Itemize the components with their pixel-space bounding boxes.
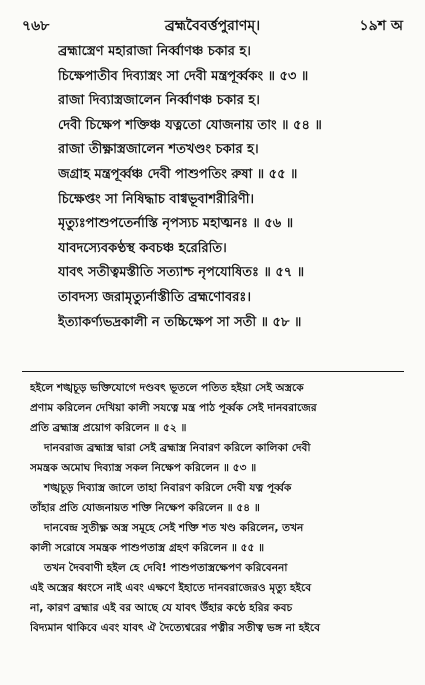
page-number: ৭৬৮ bbox=[22, 18, 50, 34]
translation-paragraph bbox=[30, 518, 405, 558]
verse-line: রাজা তীক্ষ্ণাস্ত্রজালেন শতখণ্ডং চকার হ। bbox=[58, 142, 259, 158]
verse-line: চিক্ষেপাতীব দিব্যাস্ত্রং সা দেবী মন্ত্রপূর্ব্বকং ॥ ৫৩ ॥ bbox=[58, 68, 309, 84]
paragraph-line: দানবরাজ ব্রহ্মাস্ত্র দ্বারা সেই ব্রহ্মাস্ত্র নিবারণ করিলে কালিকা দেবী bbox=[44, 442, 311, 454]
section-divider bbox=[22, 371, 404, 372]
running-title: ব্রহ্মবৈবর্ত্তপুরাণম্। bbox=[164, 18, 261, 34]
verse-line: রাজা দিব্যাস্ত্রজালেন নির্ব্বাণঞ্চ চকার হ। bbox=[58, 93, 260, 109]
paragraph-line: না, কারণ ব্রহ্মার এই বর আছে যে যাবৎ উঁহার কণ্ঠে হরির কবচ bbox=[30, 602, 293, 614]
translation-paragraph bbox=[30, 378, 405, 438]
translation-paragraph bbox=[30, 558, 405, 638]
bengali-translation bbox=[30, 378, 405, 638]
paragraph-line: শঙ্খচূড় দিব্যাস্ত্র জালে তাহা নিবারণ করিলে দেবী যত্ন পূর্ব্বক bbox=[44, 482, 292, 494]
paragraph-line: কালী সরোষে সমন্ত্রক পাশুপতাস্ত্র গ্রহণ করিলেন ॥ ৫৫ ॥ bbox=[30, 542, 265, 554]
translation-paragraph bbox=[30, 438, 405, 478]
verse-line: ব্রহ্মাস্ত্রেণ মহারাজা নির্ব্বাণঞ্চ চকার হ। bbox=[58, 44, 251, 59]
page-header bbox=[22, 12, 403, 34]
paragraph-line: বিদ্যমান থাকিবে এবং যাবৎ ঐ দৈত্যেশ্বরের পত্নীর সতীত্ব ভঙ্গ না হইবে bbox=[30, 622, 320, 634]
verse-line: যাবদস্যেবকণ্ঠস্থ কবচঞ্চ হরেরিতি। bbox=[58, 240, 227, 256]
paragraph-line: হইলে শঙ্খচূড় ভক্তিযোগে দণ্ডবৎ ভূতলে পতিত হইয়া সেই অস্ত্রকে bbox=[30, 382, 304, 394]
chapter-label: ১৯শ অ bbox=[359, 18, 403, 34]
verse-line: দেবী চিক্ষেপ শক্তিঞ্চ যত্নতো যোজনায় তাং ॥ ৫৪ ॥ bbox=[58, 117, 322, 133]
verse-line: মৃত্যুঃপাশুপতের্নাস্তি নৃপস্যচ মহাত্মনঃ ॥ ৫৬ ॥ bbox=[58, 216, 294, 232]
verse-line: যাবৎ সতীত্বমস্তীতি সত্যাশ্চ নৃপযোষিতঃ ॥ ৫৭ ॥ bbox=[58, 265, 305, 281]
sanskrit-verses bbox=[58, 40, 410, 335]
verse-line: তাবদস্য জরামৃত্যুর্নাস্তীতি ব্রহ্মণোবরঃ। bbox=[58, 289, 251, 305]
paragraph-line: এই অস্ত্রের ধ্বংসে নাই এবং এক্ষণে ইহাতে দানবরাজেরও মৃত্যু হইবে bbox=[30, 582, 312, 594]
paragraph-line: প্রণাম করিলেন দেখিয়া কালী সযত্নে মন্ত্র পাঠ পূর্ব্বক সেই দানবরাজের bbox=[30, 402, 317, 414]
paragraph-line: সমন্ত্রক অমোঘ দিব্যাস্ত্র সকল নিক্ষেপ করিলেন ॥ ৫৩ ॥ bbox=[30, 462, 257, 474]
verse-line: চিক্ষেপ্তং সা নিষিদ্ধাচ বাগ্বভূবাশরীরিণী। bbox=[58, 191, 255, 207]
translation-paragraph bbox=[30, 478, 405, 518]
paragraph-line: প্রতি ব্রহ্মাস্ত্র প্রয়োগ করিলেন ॥ ৫২ ॥ bbox=[30, 422, 187, 434]
paragraph-line: দানবেন্দ্র সুতীক্ষ্ণ অস্ত্র সমূহে সেই শক্তি শত খণ্ড করিলেন, তখন bbox=[44, 522, 304, 534]
verse-line: ইত্যাকর্ণ্যভদ্রকালী ন তচ্চিক্ষেপ সা সতী ॥ ৫৮ ॥ bbox=[58, 314, 302, 330]
paragraph-line: তাঁহার প্রতি যোজনায়ত শক্তি নিক্ষেপ করিলেন ॥ ৫৪ ॥ bbox=[30, 502, 260, 514]
paragraph-line: তখন দৈববাণী হইল হে দেবি! পাশুপতাস্ত্রক্ষেপণ করিবেননা bbox=[44, 562, 288, 574]
verse-line: জগ্রাহ মন্ত্রপূর্ব্বঞ্চ দেবী পাশুপতিং রুষা ॥ ৫৫ ॥ bbox=[58, 166, 298, 182]
